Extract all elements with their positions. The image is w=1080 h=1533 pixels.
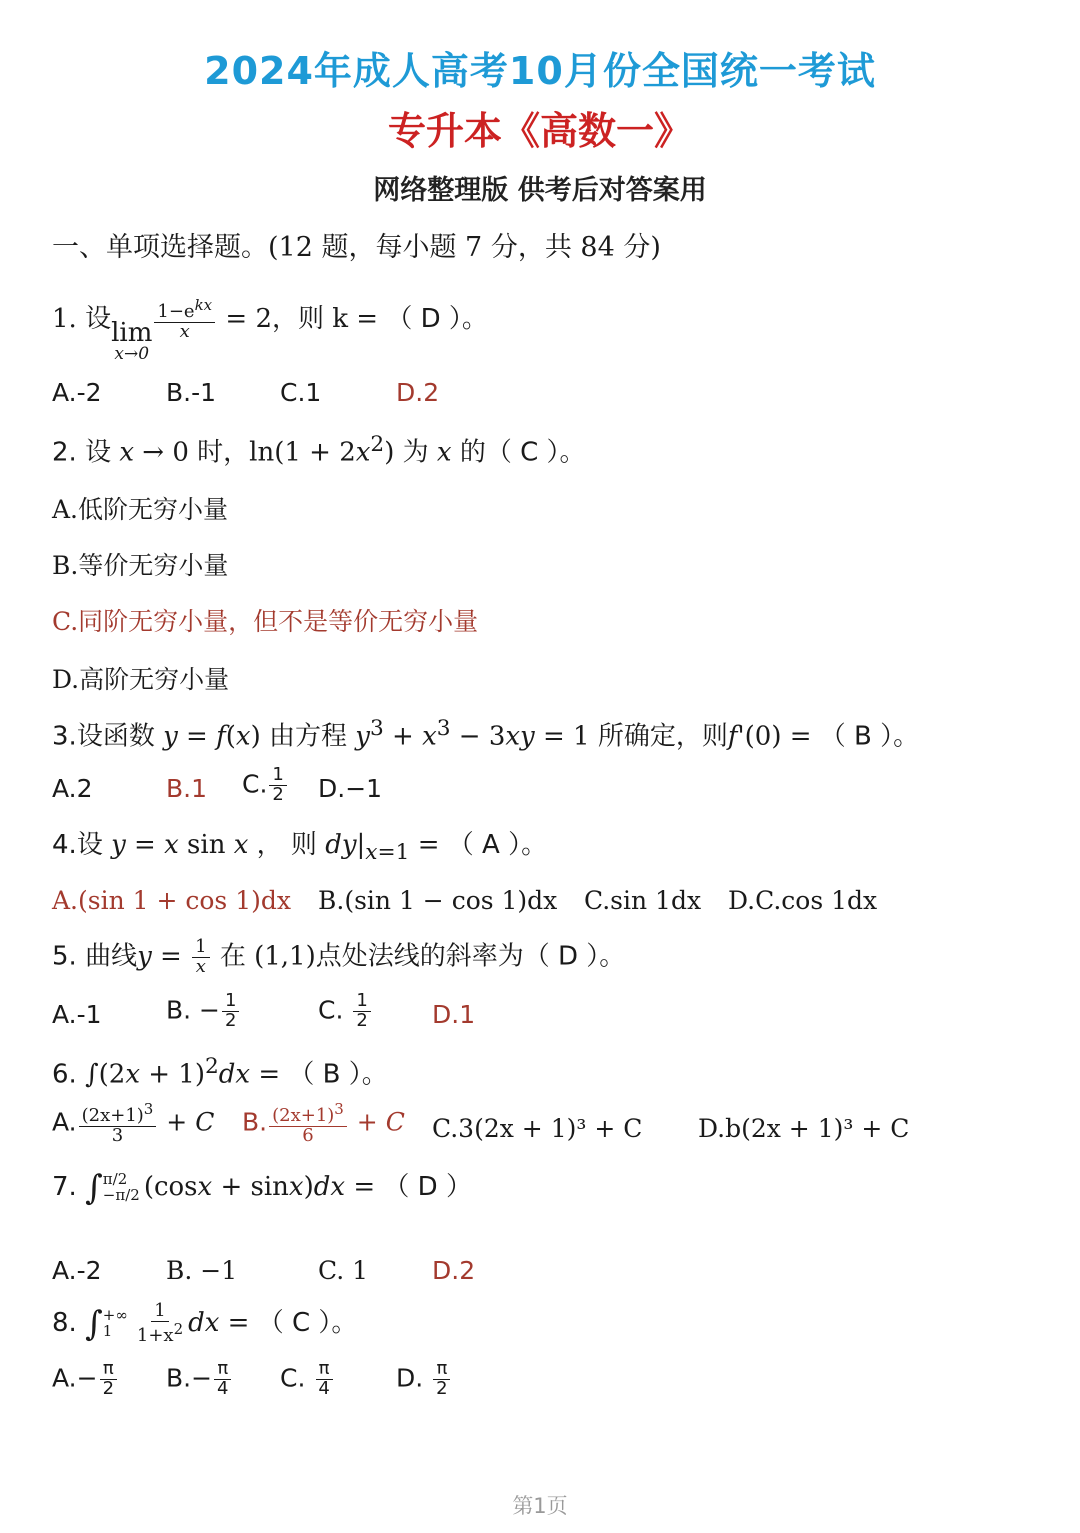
question-3: 3.设函数 y = f(x) 由方程 $y^3 + x^3 - 3xy = 1$ 所确定，则f'(0) = （ B ）。 bbox=[52, 716, 920, 752]
q5-option-c: C. $\frac{1}{2}$ bbox=[318, 992, 373, 1031]
q8-option-a: A.− $\frac{\pi}{2}$ bbox=[52, 1360, 119, 1399]
q4-option-d: D.C.cos 1dx bbox=[728, 886, 878, 915]
q5-option-b: B. − $\frac{1}{2}$ bbox=[166, 992, 241, 1031]
q1-option-d: D.2 bbox=[396, 378, 440, 407]
q1-option-a: A.-2 bbox=[52, 378, 102, 407]
q2-option-d: D.高阶无穷小量 bbox=[52, 665, 230, 694]
question-1: 1. 设lim x→0 $\frac{1-e^{kx}}{x}$ = 2，则 k = （ D ）。 bbox=[52, 296, 488, 364]
q7-option-a: A.-2 bbox=[52, 1256, 102, 1285]
page-number: 第1页 bbox=[512, 1494, 568, 1518]
q2-option-a: A.低阶无穷小量 bbox=[52, 495, 229, 524]
document-subtitle: 专升本《高数一》 bbox=[387, 109, 692, 153]
q6-option-b: B. $\frac{(2x+1)^3}{6}$ + C bbox=[242, 1100, 405, 1146]
question-6: 6. $\int(2x + 1)^2dx$ = （ B ）。 bbox=[52, 1054, 388, 1090]
q4-option-c: C.sin 1dx bbox=[584, 886, 702, 915]
q6-option-a: A. $\frac{(2x+1)^3}{3}$ + C bbox=[52, 1100, 215, 1146]
q8-option-d: D. $\frac{\pi}{2}$ bbox=[396, 1360, 453, 1399]
question-2: 2. 设 x → 0 时，$\ln(1 + 2x^2)$ 为 x 的（ C ）。 bbox=[52, 432, 586, 468]
section-heading: 一、单项选择题。(12 题，每小题 7 分，共 84 分) bbox=[52, 232, 661, 263]
q3-option-c: C. $\frac{1}{2}$ bbox=[242, 766, 289, 805]
q7-option-d: D.2 bbox=[432, 1256, 476, 1285]
q4-option-a: A.(sin 1 + cos 1)dx bbox=[52, 886, 291, 915]
q6-option-d: D.b(2x + 1)³ + C bbox=[698, 1114, 910, 1143]
q7-option-b: B. −1 bbox=[166, 1256, 238, 1285]
q3-option-b: B.1 bbox=[166, 774, 208, 803]
q7-option-c: C. 1 bbox=[318, 1256, 369, 1285]
q8-option-c: C. $\frac{\pi}{4}$ bbox=[280, 1360, 335, 1399]
document-title: 2024年成人高考10月份全国统一考试 bbox=[204, 49, 876, 93]
q1-option-b: B.-1 bbox=[166, 378, 217, 407]
q6-option-c: C.3(2x + 1)³ + C bbox=[432, 1114, 643, 1143]
question-5: 5. 曲线y = $\frac{1}{x}$ 在 (1,1)点处法线的斜率为（ D ）。 bbox=[52, 936, 626, 977]
q8-option-b: B.− $\frac{\pi}{4}$ bbox=[166, 1360, 234, 1399]
q3-option-a: A.2 bbox=[52, 774, 93, 803]
q1-option-c: C.1 bbox=[280, 378, 322, 407]
document-note: 网络整理版 供考后对答案用 bbox=[373, 175, 707, 206]
q3-option-d: D.−1 bbox=[318, 774, 383, 803]
question-7: 7. ∫ π/2 −π/2 (cosx + sinx)dx = （ D ） bbox=[52, 1168, 472, 1208]
q4-option-b: B.(sin 1 − cos 1)dx bbox=[318, 886, 558, 915]
question-8: 8. ∫ +∞ 1 $\frac{1}{1+x^2}$ dx = （ C ）。 bbox=[52, 1300, 358, 1346]
q2-option-c: C.同阶无穷小量，但不是等价无穷小量 bbox=[52, 607, 479, 636]
q5-option-a: A.-1 bbox=[52, 1000, 102, 1029]
q2-option-b: B.等价无穷小量 bbox=[52, 551, 229, 580]
question-4: 4.设 y = x sin x ， 则 $dy|_{x=1}$ = （ A ）。 bbox=[52, 830, 548, 866]
q5-option-d: D.1 bbox=[432, 1000, 476, 1029]
